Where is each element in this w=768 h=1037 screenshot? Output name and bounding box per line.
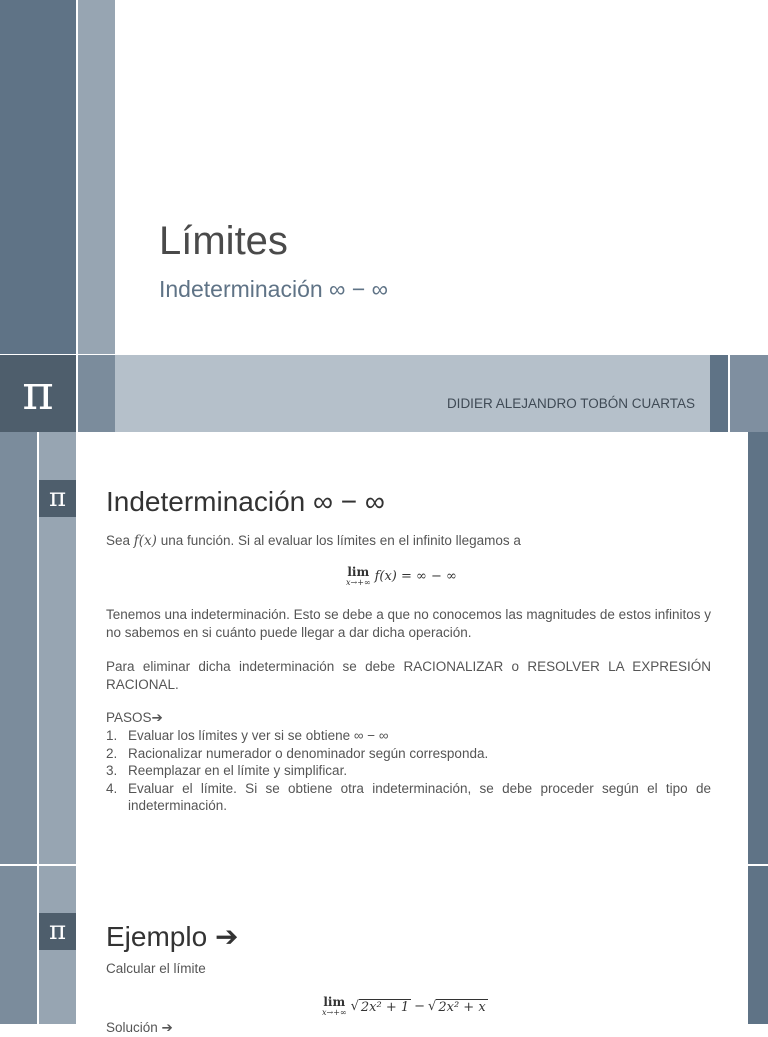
- slide-title: Límites: [159, 219, 288, 263]
- sqrt-term-1: 2x² + 1: [360, 999, 410, 1015]
- logo-box-small: [39, 480, 76, 517]
- left-outer-bar: [0, 432, 37, 864]
- limit-formula: [322, 996, 488, 1017]
- list-item: 2. Racionalizar numerador o denominador según corresponda.: [106, 745, 489, 761]
- pi-icon: π: [48, 916, 67, 946]
- paragraph-1: Tenemos una indeterminación. Esto se debe a que no conocemos las magnitudes de estos infinitos y no sabemos en si cuánto puede llegar a dar dicha operación.: [106, 607, 711, 640]
- band-right-light: [730, 355, 768, 432]
- intro-text: Sea: [106, 533, 134, 548]
- title-slide: [0, 0, 768, 432]
- logo-box-small: [39, 913, 76, 950]
- band-dark-segment: [78, 355, 115, 432]
- right-edge-bar: [748, 432, 768, 864]
- content-slide: [0, 432, 768, 864]
- left-outer-bar: [0, 866, 37, 1024]
- function-symbol: f(x): [133, 533, 157, 549]
- steps-label: PASOS➔: [106, 710, 163, 725]
- sqrt-sign-icon: √: [428, 999, 437, 1014]
- intro-text-rest: una función. Si al evaluar los límites en el infinito llegamos a: [156, 533, 521, 548]
- pi-icon: π: [22, 365, 54, 421]
- slide-subtitle: Indeterminación ∞ − ∞: [159, 276, 389, 302]
- intro-line: Calcular el límite: [106, 961, 206, 976]
- slide-heading: Indeterminación ∞ − ∞: [106, 486, 385, 517]
- limit-formula: [346, 566, 457, 587]
- formula-body: f(x) = ∞ − ∞: [374, 569, 457, 584]
- list-item: 3. Reemplazar en el límite y simplificar.: [106, 763, 348, 778]
- left-light-bar: [78, 0, 115, 354]
- band-right-dark: [710, 355, 728, 432]
- right-edge-bar: [748, 866, 768, 1024]
- sqrt-term-2: 2x² + x: [438, 999, 486, 1015]
- intro-line: [106, 532, 521, 551]
- left-dark-bar: [0, 0, 76, 354]
- steps-list: [106, 727, 711, 815]
- paragraph-2: Para eliminar dicha indeterminación se debe RACIONALIZAR o RESOLVER LA EXPRESIÓN RACIONAL.: [106, 659, 711, 692]
- sqrt-sign-icon: √: [350, 999, 359, 1014]
- limit-operator: lim x→+∞: [322, 995, 347, 1017]
- limit-operator: lim x→+∞: [346, 565, 371, 587]
- minus-sign: −: [414, 999, 426, 1014]
- list-item: 1. Evaluar los límites y ver si se obtiene ∞ − ∞: [106, 728, 389, 743]
- slide-heading: Ejemplo ➔: [106, 921, 239, 952]
- pi-icon: π: [48, 483, 67, 513]
- logo-box: [0, 355, 76, 432]
- list-item: 4. Evaluar el límite. Si se obtiene otra indeterminación, se debe proceder según el tipo de indeterminación.: [106, 780, 711, 813]
- author-name: DIDIER ALEJANDRO TOBÓN CUARTAS: [446, 396, 695, 411]
- solution-label: Solución ➔: [106, 1020, 173, 1035]
- author-band: [115, 355, 710, 432]
- example-slide: [0, 866, 768, 1035]
